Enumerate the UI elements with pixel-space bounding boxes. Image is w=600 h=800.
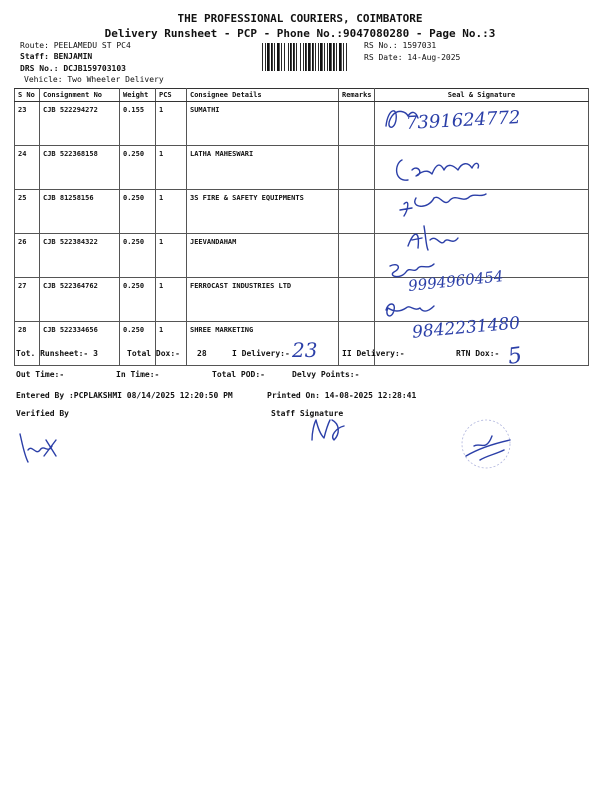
i-delivery: I Delivery:- xyxy=(232,349,290,358)
barcode-bar xyxy=(267,43,270,71)
cell-consignee: LATHA MAHESWARI xyxy=(187,146,339,190)
barcode-bar xyxy=(320,43,323,71)
barcode-bar xyxy=(327,43,328,71)
staff-signature-label: Staff Signature xyxy=(271,409,344,418)
printed-on: Printed On: 14-08-2025 12:28:41 xyxy=(267,391,417,400)
rs-date: RS Date: 14-Aug-2025 xyxy=(364,53,461,62)
cell-weight: 0.250 xyxy=(120,146,156,190)
total-dox-label: Total Dox:- xyxy=(127,349,180,358)
barcode-bar xyxy=(262,43,263,71)
table-header-row xyxy=(15,89,589,102)
cell-remarks xyxy=(339,278,375,322)
cell-consignment: CJB 522364762 xyxy=(40,278,120,322)
cell-consignee: 3S FIRE & SAFETY EQUIPMENTS xyxy=(187,190,339,234)
barcode-bar xyxy=(281,43,282,71)
col-header-signature: Seal & Signature xyxy=(375,89,589,102)
cell-consignment: CJB 81258156 xyxy=(40,190,120,234)
cell-signature xyxy=(375,146,589,190)
cell-remarks xyxy=(339,146,375,190)
cell-pcs: 1 xyxy=(156,146,187,190)
barcode-image xyxy=(262,43,352,71)
cell-consignment: CJB 522334656 xyxy=(40,322,120,366)
barcode-bar xyxy=(308,43,311,71)
total-dox-value: 28 xyxy=(197,349,207,358)
cell-pcs: 1 xyxy=(156,322,187,366)
cell-remarks xyxy=(339,102,375,146)
cell-sno: 26 xyxy=(15,234,40,278)
verified-by-label: Verified By xyxy=(16,409,69,418)
entered-by: Entered By :PCPLAKSHMI 08/14/2025 12:20:50 PM xyxy=(16,391,233,400)
cell-consignee: JEEVANDAHAM xyxy=(187,234,339,278)
staff-signature-mark xyxy=(306,414,350,444)
barcode-bar xyxy=(296,43,297,71)
cell-sno: 27 xyxy=(15,278,40,322)
cell-sno: 25 xyxy=(15,190,40,234)
barcode-bar xyxy=(303,43,304,71)
vehicle-info: Vehicle: Two Wheeler Delivery xyxy=(24,75,164,84)
barcode-bar xyxy=(336,43,337,71)
cell-pcs: 1 xyxy=(156,190,187,234)
cell-sno: 24 xyxy=(15,146,40,190)
runsheet-subtitle: Delivery Runsheet - PCP - Phone No.:9047080280 - Page No.:3 xyxy=(104,27,496,40)
barcode-bar xyxy=(329,43,332,71)
barcode-bar xyxy=(293,43,295,71)
cell-pcs: 1 xyxy=(156,234,187,278)
delvy-points: Delvy Points:- xyxy=(292,370,360,379)
barcode-bar xyxy=(271,43,273,71)
tot-runsheet: Tot. Runsheet:- 3 xyxy=(16,349,98,358)
handwritten-rtn-dox-value: 5 xyxy=(506,343,524,370)
handwritten-i-delivery-value: 23 xyxy=(292,338,318,362)
table-row xyxy=(15,190,589,234)
cell-remarks xyxy=(339,190,375,234)
barcode-bar xyxy=(290,43,292,71)
cell-remarks xyxy=(339,322,375,366)
verifier-signature xyxy=(14,428,64,468)
cell-weight: 0.250 xyxy=(120,234,156,278)
cell-pcs: 1 xyxy=(156,102,187,146)
total-pod: Total POD:- xyxy=(212,370,265,379)
barcode-bar xyxy=(265,43,266,71)
barcode-bar xyxy=(305,43,307,71)
barcode-bar xyxy=(339,43,342,71)
barcode-bar xyxy=(346,43,347,71)
cell-pcs: 1 xyxy=(156,278,187,322)
barcode-bar xyxy=(324,43,325,71)
cell-weight: 0.250 xyxy=(120,190,156,234)
col-header-consignment: Consignment No xyxy=(40,89,120,102)
cell-signature xyxy=(375,190,589,234)
barcode-bar xyxy=(315,43,316,71)
handwritten-phone-row28: 9842231480 xyxy=(411,313,521,343)
barcode-bar xyxy=(333,43,335,71)
handwritten-phone-row27: 9994960454 xyxy=(407,267,505,295)
barcode-bar xyxy=(288,43,289,71)
barcode-bar xyxy=(284,43,285,71)
cell-consignee: SUMATHI xyxy=(187,102,339,146)
cell-consignment: CJB 522368158 xyxy=(40,146,120,190)
col-header-remarks: Remarks xyxy=(339,89,375,102)
cell-weight: 0.250 xyxy=(120,322,156,366)
handwritten-phone-row23: 7391624772 xyxy=(405,107,522,134)
col-header-sno: S No xyxy=(15,89,40,102)
cell-consignment: CJB 522294272 xyxy=(40,102,120,146)
barcode-bar xyxy=(343,43,344,71)
cell-sno: 28 xyxy=(15,322,40,366)
rs-number: RS No.: 1597031 xyxy=(364,41,437,50)
cell-sno: 23 xyxy=(15,102,40,146)
out-time: Out Time:- xyxy=(16,370,65,379)
barcode-bar xyxy=(300,43,301,71)
cell-weight: 0.250 xyxy=(120,278,156,322)
cell-consignee: FERROCAST INDUSTRIES LTD xyxy=(187,278,339,322)
col-header-consignee: Consignee Details xyxy=(187,89,339,102)
cell-consignee: SHREE MARKETING xyxy=(187,322,339,366)
barcode-bar xyxy=(318,43,319,71)
col-header-pcs: PCS xyxy=(156,89,187,102)
barcode-bar xyxy=(274,43,275,71)
cell-remarks xyxy=(339,234,375,278)
table-row xyxy=(15,146,589,190)
drs-number: DRS No.: DCJB159703103 xyxy=(20,64,126,73)
company-title: THE PROFESSIONAL COURIERS, COIMBATORE xyxy=(177,12,423,25)
cell-consignment: CJB 522384322 xyxy=(40,234,120,278)
company-seal-stamp xyxy=(452,416,522,472)
ii-delivery: II Delivery:- xyxy=(342,349,405,358)
barcode-bar xyxy=(312,43,314,71)
route-info: Route: PEELAMEDU ST PC4 xyxy=(20,41,131,50)
in-time: In Time:- xyxy=(116,370,160,379)
col-header-weight: Weight xyxy=(120,89,156,102)
cell-weight: 0.155 xyxy=(120,102,156,146)
barcode-bar xyxy=(277,43,280,71)
staff-info: Staff: BENJAMIN xyxy=(20,52,93,61)
rtn-dox: RTN Dox:- xyxy=(456,349,500,358)
